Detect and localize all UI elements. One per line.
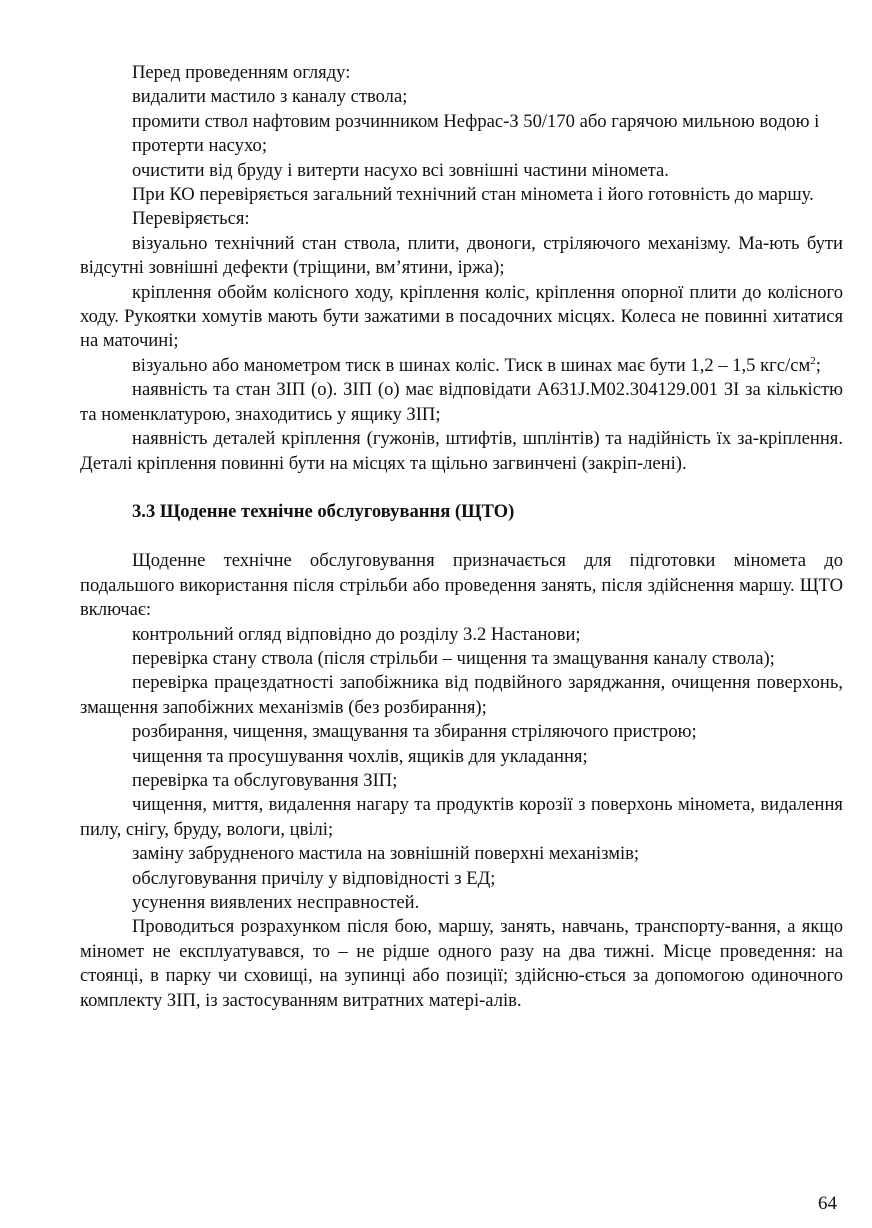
paragraph-tire-pressure <box>80 354 843 378</box>
list-item-zip-service: перевірка та обслуговування ЗІП; <box>132 769 398 791</box>
paragraph-ko-check: При КО перевіряється загальний технічний стан міномета і його готовність до маршу. <box>132 184 814 206</box>
list-item-covers: чищення та просушування чохлів, ящиків для укладання; <box>132 745 588 767</box>
list-item-sight-service: обслуговування причілу у відповідності з ЕД; <box>132 867 496 889</box>
tire-pressure-text: візуально або манометром тиск в шинах коліс. Тиск в шинах має бути 1,2 – 1,5 кгс/см <box>132 354 811 376</box>
list-item-cleaning: чищення, миття, видалення нагару та продуктів корозії з поверхонь міномета, видалення пилу, снігу, бруду, вологи, цвілі; <box>80 794 843 840</box>
list-item-safety-check: перевірка працездатності запобіжника від подвійного заряджання, очищення поверхонь, змащення запобіжних механізмів (без розбирання); <box>80 672 843 718</box>
paragraph-conducted: Проводиться розрахунком після бою, маршу, занять, навчань, транспорту-вання, а якщо міномет не експлуатувався, то – не рідше одного разу на два тижні. Місце проведення: на стоянці, в парку чи сховищі, на зупинці або позиції; здійсню-ється за допомогою одиночного комплекту ЗІП, із застосуванням витратних матері-алів. <box>80 916 843 1011</box>
paragraph-before-inspection: Перед проведенням огляду: <box>132 62 351 83</box>
paragraph-mounting: кріплення обойм колісного ходу, кріплення коліс, кріплення опорної плити до колісного ходу. Рукоятки хомутів мають бути зажатими в посадочних місцях. Колеса не повинні хитатися на маточині; <box>80 281 843 352</box>
paragraph-intro: Щоденне технічне обслуговування призначається для підготовки міномета до подальшого використання після стрільби або проведення занять, після здійснення маршу. ЩТО включає: <box>80 550 843 621</box>
paragraph-checked: Перевіряється: <box>132 208 250 230</box>
paragraph-visual-state: візуально технічний стан ствола, плити, двоноги, стріляючого механізму. Ма-ють бути відсутні зовнішні дефекти (тріщини, вм’ятини, іржа); <box>80 232 843 279</box>
list-item-barrel-check: перевірка стану ствола (після стрільби – чищення та змащування каналу ствола); <box>132 647 775 669</box>
list-item-firing-device: розбирання, чищення, змащування та збирання стріляючого пристрою; <box>132 721 697 743</box>
tire-pressure-end: ; <box>815 354 821 376</box>
paragraph-wipe-dry: протерти насухо; <box>132 135 268 157</box>
document-page <box>80 61 843 1013</box>
page-number: 64 <box>818 1193 837 1214</box>
paragraph-clean-parts: очистити від бруду і витерти насухо всі зовнішні частини міномета. <box>132 159 669 181</box>
paragraph-wash-barrel: промити ствол нафтовим розчинником Нефрас-З 50/170 або гарячою мильною водою і <box>132 110 820 132</box>
list-item-control-inspection: контрольний огляд відповідно до розділу 3.2 Настанови; <box>132 623 581 645</box>
paragraph-zip-presence: наявність та стан ЗІП (о). ЗІП (о) має відповідати А631J.М02.304129.001 ЗІ за кількістю та номенклатурою, знаходитись у ящику ЗІП; <box>80 379 843 425</box>
tire-pressure-exponent: 2 <box>810 354 816 367</box>
list-item-grease-replace: заміну забрудненого мастила на зовнішній поверхні механізмів; <box>132 843 640 865</box>
paragraph-fasteners: наявність деталей кріплення (гужонів, штифтів, шплінтів) та надійність їх за-кріплення. Деталі кріплення повинні бути на місцях та щільно загвинчені (закріп-лені). <box>80 428 843 474</box>
section-heading: 3.3 Щоденне технічне обслуговування (ЩТО) <box>132 500 515 522</box>
paragraph-remove-grease: видалити мастило з каналу ствола; <box>132 86 408 108</box>
list-item-fix-faults: усунення виявлених несправностей. <box>132 892 420 913</box>
